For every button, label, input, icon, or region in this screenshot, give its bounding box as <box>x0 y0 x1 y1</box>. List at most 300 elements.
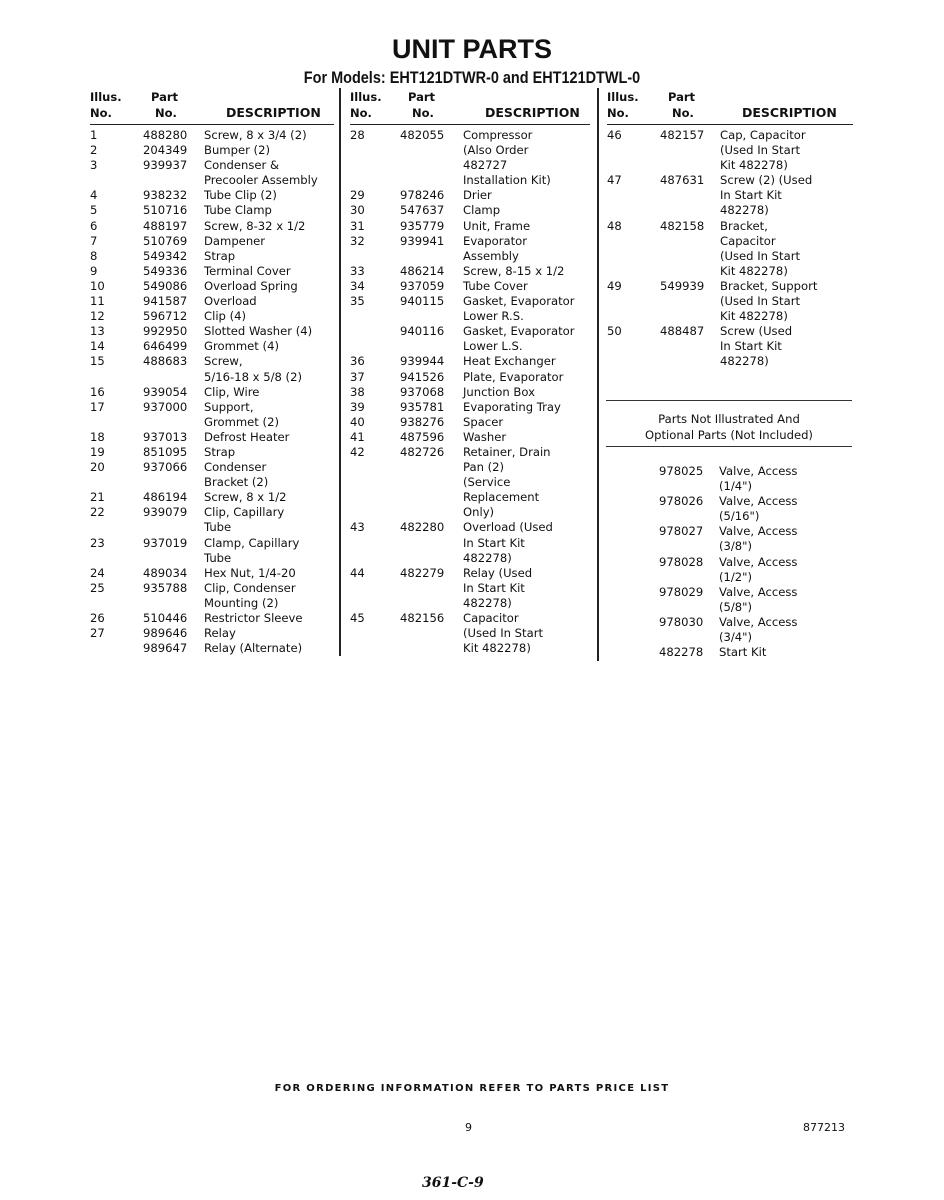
part-description: Slotted Washer (4) <box>204 324 313 339</box>
part-description: Kit 482278) <box>720 158 788 173</box>
parts-column-2 <box>350 88 590 656</box>
table-row <box>90 400 334 430</box>
part-number: 937059 <box>400 278 445 293</box>
part-description: Overload (Used <box>463 520 553 535</box>
part-number: 937068 <box>400 384 445 399</box>
part-description: Tube Clip (2) <box>204 188 277 203</box>
table-row <box>90 566 334 581</box>
illus-number: 46 <box>607 128 622 142</box>
part-description: Tube <box>204 550 232 565</box>
table-row <box>350 415 590 430</box>
table-row <box>607 128 853 173</box>
part-number: 547637 <box>400 203 445 218</box>
illus-number: 18 <box>90 429 105 444</box>
part-number: 939941 <box>400 233 445 248</box>
part-number: 646499 <box>143 339 188 354</box>
part-description: Bracket (2) <box>204 475 269 490</box>
table-row <box>90 430 334 445</box>
page-number: 9 <box>465 1121 472 1134</box>
part-description: (1/2") <box>719 569 753 584</box>
part-description: (Also Order <box>463 143 529 158</box>
part-description: Drier <box>463 188 492 203</box>
part-description: Grommet (2) <box>204 414 279 429</box>
part-description: Terminal Cover <box>204 263 291 278</box>
illus-number: 37 <box>350 369 365 384</box>
illus-number: 2 <box>90 143 98 158</box>
part-description: (5/8") <box>719 599 753 614</box>
illus-number: 20 <box>90 460 105 475</box>
table-row <box>350 520 590 565</box>
part-number: 989646 <box>143 626 188 641</box>
illus-header: No. <box>350 106 372 120</box>
part-description: Dampener <box>204 233 266 248</box>
part-description: Only) <box>463 505 495 520</box>
illus-number: 41 <box>350 429 365 444</box>
part-number: 989647 <box>143 641 188 656</box>
part-number: 488197 <box>143 218 188 233</box>
illus-number: 48 <box>607 218 622 233</box>
table-row <box>90 309 334 324</box>
table-row <box>90 490 334 505</box>
part-description: Screw, <box>204 354 243 369</box>
illus-header: Illus. <box>607 90 639 104</box>
part-description: Grommet (4) <box>204 339 279 354</box>
illus-number: 28 <box>350 128 365 142</box>
not-illustrated-section <box>606 400 852 660</box>
not-illustrated-list <box>606 447 852 660</box>
section-heading: Parts Not Illustrated And <box>658 412 800 426</box>
table-row <box>90 460 334 490</box>
illus-number: 38 <box>350 384 365 399</box>
table-row <box>350 385 590 400</box>
part-description: Replacement <box>463 490 540 505</box>
illus-number: 6 <box>90 218 98 233</box>
part-description: Kit 482278) <box>720 309 788 324</box>
table-row <box>90 294 334 309</box>
part-description: Bracket, Support <box>720 278 818 293</box>
part-description: Washer <box>463 429 507 444</box>
part-number: 938276 <box>400 414 445 429</box>
illus-number: 29 <box>350 188 365 203</box>
part-number: 939054 <box>143 384 188 399</box>
part-description: 482278) <box>720 354 769 369</box>
illus-number: 15 <box>90 354 105 369</box>
illus-number: 12 <box>90 309 105 324</box>
table-row <box>350 430 590 445</box>
part-description: Relay (Alternate) <box>204 641 303 656</box>
table-row <box>90 581 334 611</box>
document-number: 877213 <box>803 1121 845 1134</box>
part-description: Precooler Assembly <box>204 173 318 188</box>
part-description: Strap <box>204 248 236 263</box>
part-description: Evaporator <box>463 233 528 248</box>
part-number: 510716 <box>143 203 188 218</box>
part-description: Condenser & <box>204 158 280 173</box>
part-description: 482278) <box>463 595 512 610</box>
column-header <box>90 88 334 125</box>
part-description: Kit 482278) <box>720 263 788 278</box>
part-description: (5/16") <box>719 509 760 524</box>
part-description: Valve, Access <box>719 494 798 509</box>
part-description: Assembly <box>463 248 519 263</box>
table-row <box>90 158 334 188</box>
part-number: 978030 <box>659 614 704 629</box>
illus-number: 33 <box>350 263 365 278</box>
illus-number: 50 <box>607 324 622 339</box>
part-description: Clip, Condenser <box>204 580 296 595</box>
part-description: Retainer, Drain <box>463 444 551 459</box>
part-number: 482279 <box>400 565 445 580</box>
part-description: 482278) <box>720 203 769 218</box>
illus-number: 30 <box>350 203 365 218</box>
part-number: 940116 <box>400 324 445 339</box>
illus-number: 40 <box>350 414 365 429</box>
illus-number: 21 <box>90 490 105 505</box>
part-description: Gasket, Evaporator <box>463 294 575 309</box>
table-row <box>350 611 590 656</box>
part-number: 978025 <box>659 464 704 478</box>
table-row <box>90 339 334 354</box>
table-row <box>607 279 853 324</box>
description-header: DESCRIPTION <box>742 105 837 120</box>
part-description: Installation Kit) <box>463 173 551 188</box>
part-description: Overload <box>204 294 257 309</box>
part-description: Heat Exchanger <box>463 354 556 369</box>
part-description: Screw (Used <box>720 324 793 339</box>
column-divider <box>597 88 599 661</box>
models-subtitle: For Models: EHT121DTWR-0 and EHT121DTWL-0 <box>303 68 641 87</box>
illus-number: 3 <box>90 158 98 173</box>
part-number: 937066 <box>143 460 188 475</box>
table-row <box>606 645 852 660</box>
part-number: 937000 <box>143 399 188 414</box>
part-description: Valve, Access <box>719 464 798 478</box>
part-number: 939079 <box>143 505 188 520</box>
part-number: 482158 <box>660 218 705 233</box>
part-description: (Used In Start <box>720 294 801 309</box>
part-description: 482727 <box>463 158 508 173</box>
part-number: 939937 <box>143 158 188 173</box>
part-number: 941526 <box>400 369 445 384</box>
part-description: Bracket, <box>720 218 768 233</box>
illus-number: 19 <box>90 444 105 459</box>
part-description: Unit, Frame <box>463 218 531 233</box>
part-description: Mounting (2) <box>204 595 279 610</box>
part-number: 992950 <box>143 324 188 339</box>
table-row <box>350 188 590 203</box>
parts-list <box>350 125 590 656</box>
table-row <box>90 143 334 158</box>
part-description: Hex Nut, 1/4-20 <box>204 565 296 580</box>
part-description: Spacer <box>463 414 504 429</box>
part-description: In Start Kit <box>720 188 782 203</box>
part-description: Screw, 8 x 1/2 <box>204 490 287 505</box>
part-number: 549336 <box>143 263 188 278</box>
part-description: Valve, Access <box>719 554 798 569</box>
table-row <box>607 219 853 279</box>
part-description: Overload Spring <box>204 278 298 293</box>
illus-number: 24 <box>90 565 105 580</box>
table-row <box>90 641 334 656</box>
part-number: 482278 <box>659 645 704 660</box>
part-description: Defrost Heater <box>204 429 290 444</box>
part-number: 937013 <box>143 429 188 444</box>
part-description: (3/4") <box>719 630 753 645</box>
part-number: 487631 <box>660 173 705 188</box>
part-description: Clamp, Capillary <box>204 535 300 550</box>
table-row <box>90 203 334 218</box>
part-description: Valve, Access <box>719 614 798 629</box>
part-number: 937019 <box>143 535 188 550</box>
table-row <box>350 400 590 415</box>
part-number: 510446 <box>143 611 188 625</box>
part-number: 935781 <box>400 399 445 414</box>
part-description: In Start Kit <box>720 339 782 354</box>
illus-number: 27 <box>90 626 105 641</box>
table-row <box>90 324 334 339</box>
part-description: Cap, Capacitor <box>720 128 806 142</box>
illus-number: 42 <box>350 444 365 459</box>
part-description: Gasket, Evaporator <box>463 324 575 339</box>
part-header: No. <box>672 106 694 120</box>
part-description: (1/4") <box>719 479 753 494</box>
ordering-footer: FOR ORDERING INFORMATION REFER TO PARTS PRICE LIST <box>274 1083 670 1094</box>
part-description: Screw, 8 x 3/4 (2) <box>204 128 307 142</box>
table-row <box>90 249 334 264</box>
part-description: Tube Cover <box>463 278 528 293</box>
part-number: 486194 <box>143 490 188 505</box>
table-row <box>607 324 853 369</box>
illus-number: 43 <box>350 520 365 535</box>
part-number: 488487 <box>660 324 705 339</box>
illus-number: 25 <box>90 580 105 595</box>
part-description: Strap <box>204 444 236 459</box>
table-row <box>606 494 852 524</box>
part-description: Valve, Access <box>719 584 798 599</box>
part-number: 482156 <box>400 611 445 625</box>
part-description: Junction Box <box>463 384 535 399</box>
part-number: 935788 <box>143 580 188 595</box>
part-description: (Used In Start <box>720 248 801 263</box>
part-description: (Used In Start <box>720 143 801 158</box>
illus-number: 45 <box>350 611 365 625</box>
illus-number: 49 <box>607 278 622 293</box>
part-header: Part <box>408 90 436 104</box>
illus-number: 26 <box>90 611 105 625</box>
illus-number: 22 <box>90 505 105 520</box>
table-row <box>90 505 334 535</box>
part-number: 549342 <box>143 248 188 263</box>
illus-number: 10 <box>90 278 105 293</box>
table-row <box>90 219 334 234</box>
parts-column-1 <box>90 88 334 656</box>
part-number: 978029 <box>659 584 704 599</box>
part-header: No. <box>155 106 177 120</box>
table-row <box>606 555 852 585</box>
table-row <box>606 615 852 645</box>
table-row <box>350 203 590 218</box>
table-row <box>350 324 590 354</box>
illus-number: 13 <box>90 324 105 339</box>
table-row <box>350 566 590 611</box>
illus-number: 8 <box>90 248 98 263</box>
part-number: 938232 <box>143 188 188 203</box>
illus-number: 16 <box>90 384 105 399</box>
part-header: Part <box>668 90 696 104</box>
part-description: Relay (Used <box>463 565 533 580</box>
part-number: 488280 <box>143 128 188 142</box>
illus-header: No. <box>90 106 112 120</box>
part-number: 482055 <box>400 128 445 142</box>
part-description: In Start Kit <box>463 580 525 595</box>
part-description: Pan (2) <box>463 460 505 475</box>
table-row <box>607 173 853 218</box>
table-row <box>350 354 590 369</box>
part-number: 978026 <box>659 494 704 509</box>
illus-number: 7 <box>90 233 98 248</box>
table-row <box>90 445 334 460</box>
table-row <box>90 385 334 400</box>
part-description: Clip, Wire <box>204 384 260 399</box>
table-row <box>350 445 590 520</box>
part-number: 488683 <box>143 354 188 369</box>
description-header: DESCRIPTION <box>226 105 321 120</box>
part-number: 549939 <box>660 278 705 293</box>
part-number: 978246 <box>400 188 445 203</box>
part-description: Lower R.S. <box>463 309 524 324</box>
illus-header: No. <box>607 106 629 120</box>
table-row <box>350 128 590 188</box>
part-description: Screw (2) (Used <box>720 173 813 188</box>
parts-list <box>90 125 334 656</box>
part-description: Condenser <box>204 460 267 475</box>
part-description: Evaporating Tray <box>463 399 561 414</box>
illus-number: 1 <box>90 128 98 142</box>
part-number: 939944 <box>400 354 445 369</box>
part-description: 5/16-18 x 5/8 (2) <box>204 369 302 384</box>
part-number: 941587 <box>143 294 188 309</box>
description-header: DESCRIPTION <box>485 105 580 120</box>
table-row <box>606 464 852 494</box>
table-row <box>90 626 334 641</box>
part-description: Support, <box>204 399 254 414</box>
table-row <box>606 585 852 615</box>
table-row <box>350 234 590 264</box>
illus-number: 31 <box>350 218 365 233</box>
illus-number: 14 <box>90 339 105 354</box>
part-header: Part <box>151 90 179 104</box>
part-description: Screw, 8-32 x 1/2 <box>204 218 306 233</box>
parts-column-3 <box>607 88 853 370</box>
part-number: 489034 <box>143 565 188 580</box>
table-row <box>90 611 334 626</box>
column-header <box>607 88 853 125</box>
part-description: Relay <box>204 626 236 641</box>
part-number: 482726 <box>400 444 445 459</box>
illus-number: 9 <box>90 263 98 278</box>
part-number: 204349 <box>143 143 188 158</box>
part-number: 510769 <box>143 233 188 248</box>
illus-number: 36 <box>350 354 365 369</box>
part-number: 940115 <box>400 294 445 309</box>
page-title: UNIT PARTS <box>392 34 552 64</box>
part-description: (Used In Start <box>463 626 544 641</box>
illus-number: 11 <box>90 294 105 309</box>
illus-number: 23 <box>90 535 105 550</box>
illus-number: 32 <box>350 233 365 248</box>
part-description: Compressor <box>463 128 533 142</box>
handwritten-note: 361-C-9 <box>422 1175 484 1191</box>
illus-number: 5 <box>90 203 98 218</box>
part-description: (3/8") <box>719 539 753 554</box>
table-row <box>90 234 334 249</box>
illus-number: 4 <box>90 188 98 203</box>
part-number: 482280 <box>400 520 445 535</box>
part-header: No. <box>412 106 434 120</box>
part-number: 487596 <box>400 429 445 444</box>
part-number: 549086 <box>143 278 188 293</box>
part-number: 935779 <box>400 218 445 233</box>
column-divider <box>339 88 341 656</box>
illus-number: 17 <box>90 399 105 414</box>
table-row <box>350 279 590 294</box>
illus-number: 39 <box>350 399 365 414</box>
table-row <box>90 188 334 203</box>
part-description: Clip, Capillary <box>204 505 285 520</box>
part-number: 486214 <box>400 263 445 278</box>
part-description: Restrictor Sleeve <box>204 611 303 625</box>
part-number: 851095 <box>143 444 188 459</box>
table-row <box>350 264 590 279</box>
illus-number: 35 <box>350 294 365 309</box>
table-row <box>90 536 334 566</box>
illus-number: 44 <box>350 565 365 580</box>
part-description: Screw, 8-15 x 1/2 <box>463 263 565 278</box>
part-description: In Start Kit <box>463 535 525 550</box>
column-header <box>350 88 590 125</box>
part-number: 596712 <box>143 309 188 324</box>
part-description: Plate, Evaporator <box>463 369 564 384</box>
part-description: Capacitor <box>463 611 519 625</box>
table-row <box>90 264 334 279</box>
part-description: Capacitor <box>720 233 776 248</box>
section-heading: Optional Parts (Not Included) <box>645 428 813 442</box>
table-row <box>350 294 590 324</box>
part-description: (Service <box>463 475 511 490</box>
part-description: Start Kit <box>719 645 767 660</box>
part-description: Clip (4) <box>204 309 247 324</box>
part-description: Tube <box>204 520 232 535</box>
illus-number: 34 <box>350 278 365 293</box>
part-description: Kit 482278) <box>463 641 531 656</box>
part-number: 482157 <box>660 128 705 142</box>
part-number: 978027 <box>659 524 704 539</box>
part-description: Tube Clamp <box>204 203 272 218</box>
illus-header: Illus. <box>350 90 382 104</box>
part-description: Valve, Access <box>719 524 798 539</box>
part-description: Lower L.S. <box>463 339 523 354</box>
table-row <box>90 279 334 294</box>
part-description: 482278) <box>463 550 512 565</box>
table-row <box>90 354 334 384</box>
part-description: Clamp <box>463 203 501 218</box>
parts-list <box>607 125 853 370</box>
part-description: Bumper (2) <box>204 143 270 158</box>
part-number: 978028 <box>659 554 704 569</box>
illus-number: 47 <box>607 173 622 188</box>
table-row <box>350 219 590 234</box>
illus-header: Illus. <box>90 90 122 104</box>
